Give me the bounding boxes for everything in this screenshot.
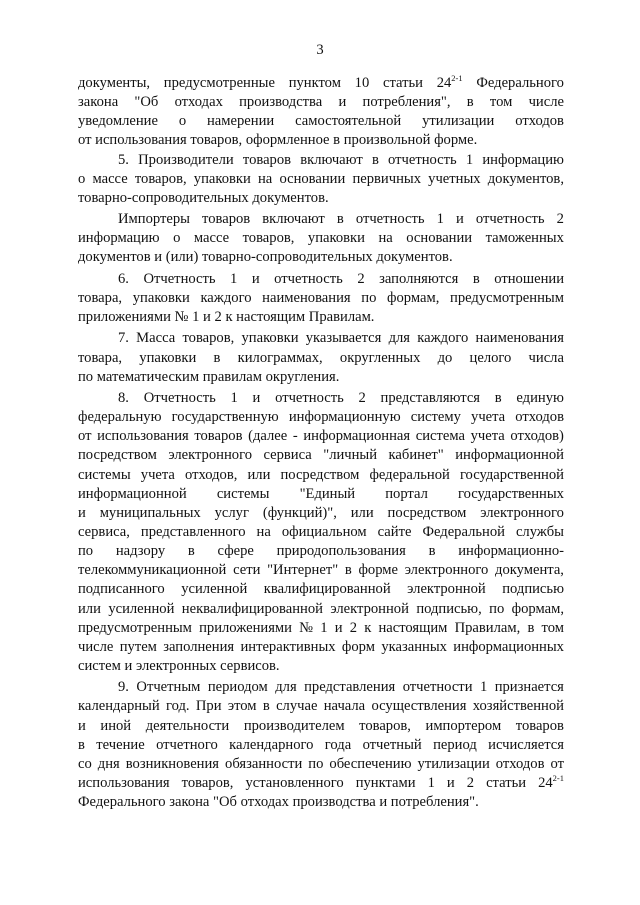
word: формам, (387, 289, 440, 306)
word: "Единый (299, 485, 356, 502)
word: указанных (381, 638, 447, 655)
word: информацию (78, 230, 160, 247)
word: посредством (280, 466, 360, 483)
word: система (415, 428, 465, 445)
text-line (78, 368, 564, 387)
text-line (78, 504, 564, 523)
word: 7. (118, 330, 129, 347)
word: При (195, 698, 222, 715)
word: Отчетность (143, 270, 216, 287)
text-line (78, 446, 564, 465)
word: отчетности (402, 679, 473, 696)
word: периодом (207, 679, 268, 696)
word: отходов, (185, 466, 238, 483)
word: информационной (455, 447, 564, 464)
word: отходов (515, 409, 564, 426)
word: службы (515, 523, 564, 540)
word: 1 (427, 775, 435, 791)
word: осуществления (371, 698, 467, 715)
text-line (78, 619, 564, 638)
word: товаров (515, 717, 564, 734)
text-line (78, 270, 564, 289)
word: документов, (487, 170, 564, 187)
word: электронной (330, 600, 409, 617)
text-line (78, 131, 564, 150)
word: Импортеры (118, 211, 190, 228)
word: к (364, 619, 372, 636)
word: путем (119, 638, 157, 655)
word: числе (78, 638, 114, 655)
word: числа (528, 349, 564, 366)
word: в (494, 390, 502, 406)
word: федеральную (78, 409, 162, 426)
word: отходов (495, 755, 545, 772)
word: в (78, 736, 85, 753)
word: форм (341, 638, 375, 655)
word: неквалифицированной (181, 600, 323, 617)
word: обязанности (225, 755, 303, 772)
word: сервиса (263, 447, 312, 464)
word: от (78, 428, 92, 445)
word: товаров (194, 428, 243, 445)
text-line (78, 229, 564, 248)
word: муниципальных (99, 504, 201, 521)
word: Отчетность (143, 390, 216, 406)
word: на (256, 523, 271, 540)
word: информацию (482, 151, 564, 168)
word: (функций)", (262, 504, 337, 521)
word: электронного (168, 447, 252, 464)
text-line (78, 600, 564, 619)
word: использования (78, 775, 170, 791)
text-line (78, 389, 564, 408)
text-line (78, 523, 564, 542)
word: представленного (140, 523, 246, 540)
word: в (466, 94, 474, 111)
word: информационно- (458, 543, 564, 560)
word: отходов (515, 113, 564, 130)
text-line (78, 308, 564, 327)
word: официальном (281, 523, 367, 540)
word: природопользования (276, 543, 406, 560)
word: 2 (349, 619, 358, 636)
word: в (213, 349, 221, 366)
word: массе (193, 230, 230, 247)
word: 2 (358, 390, 366, 406)
word: подписью (502, 581, 564, 598)
word: отношении (494, 270, 564, 287)
word: представления (304, 679, 396, 696)
word: товаров (242, 151, 292, 168)
word: или (78, 600, 101, 617)
word: 2 (357, 270, 365, 287)
line-text: документов и (или) товарно-сопроводительных документов. (78, 249, 453, 266)
word: в (527, 619, 535, 636)
body-text (78, 74, 564, 812)
text-line (78, 189, 564, 208)
text-line (78, 755, 564, 774)
word: отчетный (362, 736, 422, 753)
word: портал (385, 485, 428, 502)
text-line (78, 717, 564, 736)
word: по (308, 755, 324, 772)
word: документы, (78, 75, 151, 91)
word: пунктами (355, 775, 416, 791)
word: 2 (556, 211, 564, 228)
word: квалифицированной (263, 581, 391, 598)
word: сфере (217, 543, 254, 560)
word: округленных (339, 349, 421, 366)
word: начала (323, 698, 366, 715)
word: отчетность (274, 270, 343, 287)
word: каждого (200, 289, 252, 306)
word: массе (92, 170, 128, 187)
word: 1 (465, 151, 474, 168)
word: дня (97, 755, 120, 772)
word: сервиса, (78, 523, 130, 540)
word: усиленной (108, 600, 175, 617)
word: указывается (305, 330, 382, 347)
word: 2 (466, 775, 475, 791)
word: о (78, 170, 86, 187)
word: календарный (78, 698, 160, 715)
word: этом (227, 698, 257, 715)
word: установленного (245, 775, 344, 791)
word: усиленной (181, 581, 248, 598)
word: производства (239, 94, 323, 111)
word: отчетность (355, 211, 425, 228)
text-line (78, 349, 564, 368)
word: заполняются (379, 270, 459, 287)
word: 8. (118, 390, 129, 406)
word: возникновения (125, 755, 220, 772)
word: 1 (320, 619, 328, 636)
word: уведомление (78, 113, 158, 130)
word: деятельности (145, 717, 230, 734)
word: на (257, 170, 273, 187)
word: случае (276, 698, 318, 715)
word: и (334, 619, 343, 636)
word: на (378, 230, 393, 247)
word: целого (469, 349, 512, 366)
word: учета (470, 428, 505, 445)
word: производителем (243, 717, 345, 734)
word: информационной (78, 485, 187, 502)
word: отчетность (475, 211, 545, 228)
word: числе (528, 94, 564, 111)
word: отходах (174, 94, 223, 111)
word: государственных (457, 485, 564, 502)
word: утилизации (422, 113, 495, 130)
word: Масса (136, 330, 176, 347)
word: системы (216, 485, 270, 502)
word: и (78, 504, 86, 521)
line-text: приложениями № 1 и 2 к настоящим Правилам. (78, 309, 375, 326)
word: по (489, 600, 505, 617)
word: интерактивных (240, 638, 336, 655)
word: - (292, 428, 298, 445)
word: до (437, 349, 453, 366)
word: Производители (138, 151, 234, 168)
word: наименования (262, 289, 351, 306)
word: от (550, 755, 564, 772)
text-line (78, 289, 564, 308)
word: 10 (354, 75, 370, 91)
word: включают (300, 151, 363, 168)
word: системы (78, 466, 131, 483)
text-line (78, 210, 564, 229)
word: и (252, 390, 261, 406)
text-line (78, 793, 564, 812)
word: товара, (78, 289, 123, 306)
text-line (78, 580, 564, 599)
word: период (433, 736, 477, 753)
word: федеральной (369, 466, 450, 483)
word: форме (358, 562, 398, 579)
word: услуг (214, 504, 249, 521)
word: и (78, 717, 86, 734)
word: календарного (229, 736, 314, 753)
word: упаковки (193, 170, 251, 187)
word: по (361, 289, 377, 306)
word: наименования (475, 330, 564, 347)
word: (далее (248, 428, 288, 445)
word: формам, (511, 600, 564, 617)
word: 1 (230, 270, 238, 287)
word: таможенных (485, 230, 564, 247)
word: единую (516, 390, 564, 406)
word: хозяйственной (472, 698, 564, 715)
word: информационная (303, 428, 411, 445)
word: в (472, 270, 480, 287)
word: или (247, 466, 271, 483)
word: сайте (377, 523, 412, 540)
word: в (344, 562, 352, 579)
word: и (446, 775, 455, 791)
word: учетных (428, 170, 481, 187)
word: том (541, 619, 564, 636)
word: отходов) (510, 428, 564, 445)
word: со (78, 755, 92, 772)
word: упаковки (241, 330, 299, 347)
text-line (78, 427, 564, 446)
word: исчисляется (488, 736, 564, 753)
word: товара, (78, 349, 123, 366)
word: приложениями (199, 619, 292, 636)
text-line (78, 151, 564, 170)
text-line (78, 774, 564, 793)
word: систему (410, 409, 461, 426)
word: 24$^{2-1}$ (436, 73, 463, 91)
word: посредством (387, 504, 467, 521)
word: самостоятельной (295, 113, 402, 130)
word: использования (97, 428, 189, 445)
text-line (78, 678, 564, 697)
word: иной (100, 717, 132, 734)
word: в (336, 211, 344, 228)
line-text: систем и электронных сервисов. (78, 657, 280, 674)
word: товаров, (182, 330, 235, 347)
text-line (78, 561, 564, 580)
word: товаров (202, 211, 251, 228)
word: документа, (495, 562, 564, 579)
word: 24$^{2-1}$ (538, 773, 564, 791)
text-line (78, 248, 564, 267)
text-line (78, 638, 564, 657)
text-line (78, 697, 564, 716)
word: учета (140, 466, 175, 483)
word: надзору (115, 543, 166, 560)
word: сети (233, 562, 261, 579)
word: и (455, 211, 464, 228)
word: 9. (118, 679, 129, 696)
text-line (78, 466, 564, 485)
text-line (78, 329, 564, 348)
word: представляются (380, 390, 481, 406)
word: признается (494, 679, 564, 696)
word: 1 (479, 679, 488, 696)
word: основании (406, 230, 473, 247)
text-line (78, 74, 564, 93)
word: потребления", (362, 94, 451, 111)
word: телекоммуникационной (78, 562, 227, 579)
word: предусмотренным (450, 289, 564, 306)
text-line (78, 170, 564, 189)
word: импортером (425, 717, 502, 734)
word: в (262, 698, 270, 715)
word: товаров, (359, 717, 411, 734)
word: закона (78, 94, 119, 111)
word: килограммах, (237, 349, 323, 366)
word: в (187, 543, 195, 560)
word: о (178, 113, 187, 130)
word: и (338, 94, 347, 111)
word: год. (165, 698, 190, 715)
word: информационную (288, 409, 401, 426)
word: упаковки (132, 289, 190, 306)
word: электронной (407, 581, 486, 598)
word: и (251, 270, 260, 287)
word: государственной (459, 466, 564, 483)
word: 6. (118, 270, 129, 287)
line-text: от использования товаров, оформленное в произвольной форме. (78, 132, 478, 149)
word: 1 (230, 390, 238, 406)
word: кабинет" (388, 447, 444, 464)
word: "Об (134, 94, 159, 111)
word: государственную (171, 409, 279, 426)
word: включают (262, 211, 325, 228)
word: упаковки (307, 230, 365, 247)
word: посредством (78, 447, 157, 464)
word: обеспечению (329, 755, 412, 772)
word: пунктом (288, 75, 341, 91)
word: по (78, 543, 94, 560)
word: учета (471, 409, 506, 426)
word: основании (279, 170, 346, 187)
page-number: 3 (316, 42, 324, 58)
word: "личный (323, 447, 378, 464)
word: отчетность (388, 151, 457, 168)
text-line (78, 736, 564, 755)
word: намерении (206, 113, 275, 130)
text-line (78, 112, 564, 131)
word: года (324, 736, 352, 753)
word: течение (96, 736, 145, 753)
text-line (78, 657, 564, 676)
word: предусмотренным (78, 619, 192, 636)
word: электронного (404, 562, 489, 579)
word: отчетного (156, 736, 218, 753)
word: предусмотренные (163, 75, 275, 91)
text-line (78, 485, 564, 504)
word: товаров, (181, 775, 234, 791)
word: Правилам, (454, 619, 521, 636)
line-text: Федерального закона "Об отходах производства и потребления". (78, 794, 479, 811)
word: статьи (382, 75, 423, 91)
word: настоящим (378, 619, 448, 636)
word: утилизации (417, 755, 490, 772)
word: Федеральной (422, 523, 505, 540)
word: товаров, (242, 230, 295, 247)
text-line (78, 408, 564, 427)
word: подписью, (416, 600, 482, 617)
word: № (299, 619, 314, 636)
word: отчетность (275, 390, 344, 406)
line-text: товарно-сопроводительных документов. (78, 189, 329, 206)
word: "Интернет" (267, 562, 339, 579)
text-line (78, 93, 564, 112)
word: в (428, 543, 436, 560)
word: для (275, 679, 297, 696)
word: статьи (486, 775, 527, 791)
word: информационных (453, 638, 564, 655)
word: 1 (436, 211, 444, 228)
word: о (173, 230, 181, 247)
word: упаковки (139, 349, 197, 366)
word: заполнения (163, 638, 235, 655)
word: Федерального (476, 75, 564, 91)
word: 5. (118, 151, 129, 168)
word: в (371, 151, 379, 168)
word: электронного (480, 504, 564, 521)
word: Отчетным (136, 679, 201, 696)
text-line (78, 542, 564, 561)
word: первичных (352, 170, 421, 187)
word: или (350, 504, 374, 521)
word: том (489, 94, 513, 111)
line-text: по математическим правилам округления. (78, 368, 340, 385)
word: для (388, 330, 410, 347)
word: каждого (417, 330, 469, 347)
word: подписанного (78, 581, 165, 598)
word: товаров, (134, 170, 187, 187)
